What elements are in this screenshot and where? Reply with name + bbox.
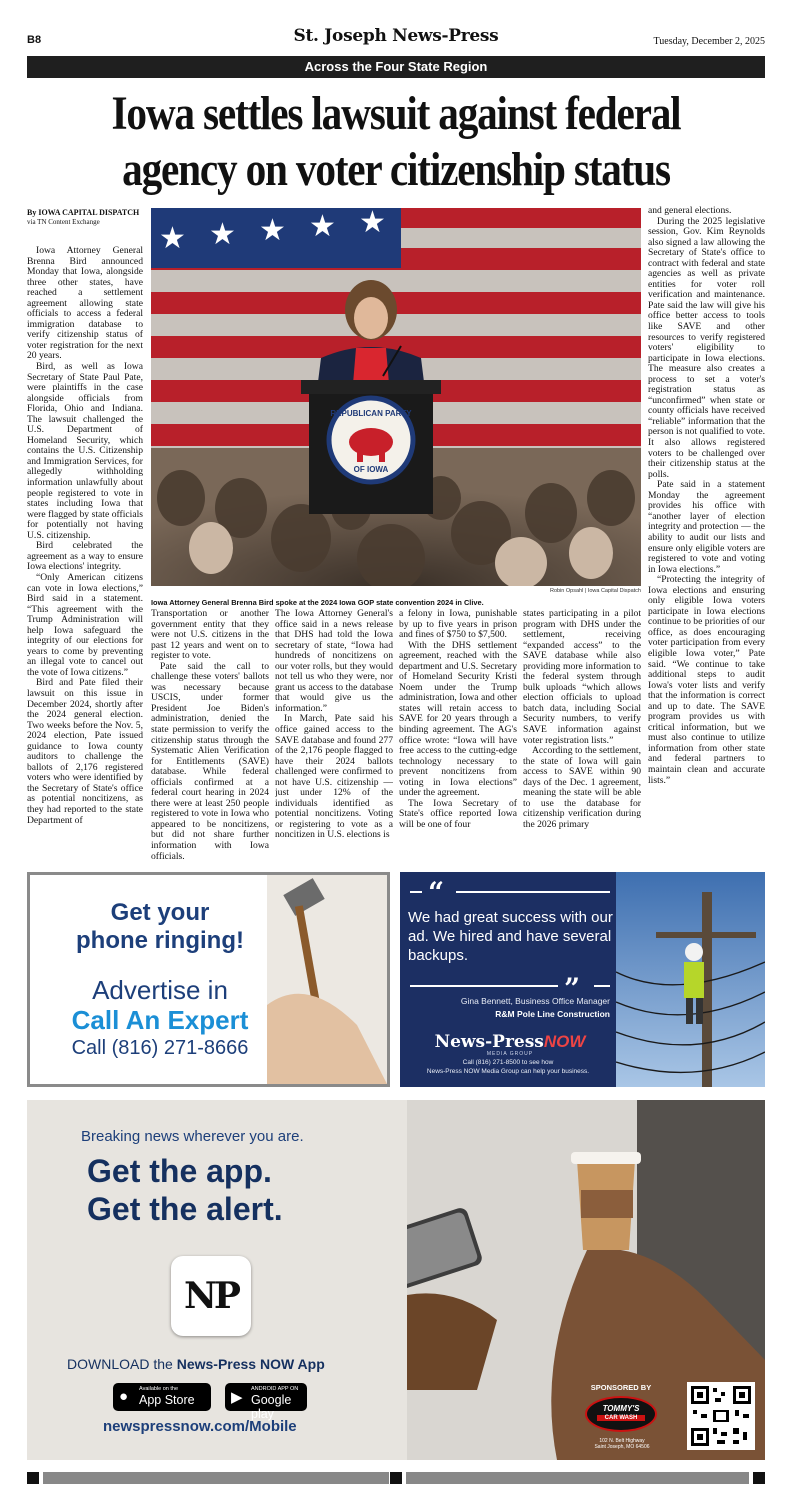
sponsored-by-label: SPONSORED BY — [590, 1383, 652, 1392]
svg-text:★: ★ — [159, 221, 186, 256]
article-paragraph: Bird and Pate filed their lawsuit on this issue in December 2024, shortly after the 2024 general election. Two weeks before the Nov. 5, 2024 election, Pate issued guidance to Iowa county auditors to challenge the ballots of 2,176 registered voters who were identified by the Secretary of State's office as potential noncitizens, as they had reported to the state Department of — [27, 677, 143, 826]
download-prefix: DOWNLOAD the — [67, 1356, 177, 1372]
article-column-6 — [648, 206, 765, 866]
article-paragraph: Transportation or another government entity that they were not U.S. citizens in the past 12 years and went on to register to vote. — [151, 609, 269, 662]
app-store-small: Available on the — [139, 1386, 179, 1392]
tommys-car-wash-logo — [585, 1396, 657, 1432]
article-paragraph: In March, Pate said his office gained access to the SAVE database and found 277 of the 2,176 people flagged to have their 2024 ballots challenged were confirmed to not have U.S. citizenship — just under 12% of the individuals identified as potential noncitizens. Voting or registering to vote as a noncitizen in U.S. elections is — [275, 713, 393, 841]
footer-bar-left — [43, 1472, 389, 1484]
article-column-2 — [151, 609, 269, 865]
article-column-3 — [275, 609, 393, 865]
download-app-name: News-Press NOW App — [176, 1356, 325, 1372]
svg-text:★: ★ — [359, 208, 386, 240]
call-line-2: News-Press NOW Media Group can help your business. — [426, 1068, 590, 1075]
ad-call-an-expert[interactable] — [27, 872, 390, 1087]
convention-speaker-illustration — [151, 208, 641, 586]
article-paragraph: Bird celebrated the agreement as a way to ensure Iowa elections' integrity. — [27, 540, 143, 573]
sponsor-address-1: 102 N. Belt Highway — [599, 1438, 645, 1444]
google-play-big: Google play — [251, 1393, 292, 1421]
article-paragraph: The Iowa Secretary of State's office reported Iowa will be one of four — [399, 797, 517, 830]
headline-line-1: Iowa settles lawsuit against federal — [111, 87, 681, 140]
call-line-1: Call (816) 271-8500 to see how — [462, 1059, 554, 1066]
ad1-line-3: Advertise in — [92, 975, 228, 1005]
app-store-button[interactable] — [113, 1383, 211, 1411]
footer-bar-right — [406, 1472, 749, 1484]
ad-testimonial[interactable] — [400, 872, 765, 1087]
np-app-icon[interactable] — [171, 1256, 251, 1336]
sponsor-sub: CAR WASH — [597, 1415, 645, 1421]
svg-text:★: ★ — [309, 209, 336, 244]
lineman-photo — [616, 872, 765, 1087]
testimonial-person: Gina Bennett, Business Office Manager — [460, 996, 610, 1006]
article-paragraph: “Protecting the integrity of Iowa elections and ensuring only eligible Iowa voters participate in Iowa elections continue to be priorities of our office, as does encouraging voter participation from every eligible Iowa voter,” Pate said. “We continue to take additional steps to audit Iowa's voter lists and verify that the information is correct and up to date. The SAVE program provides us with critical information, but we must also continue to utilize information from other state and federal partners to maintain clean and accurate lists.” — [648, 574, 765, 786]
testimonial-company: R&M Pole Line Construction — [495, 1009, 610, 1019]
photo-caption: Iowa Attorney General Brenna Bird spoke at the 2024 Iowa GOP state convention 2024 in Clive. — [151, 598, 484, 607]
article-paragraph: With the DHS settlement agreement, reached with the department and U.S. Secretary of Homeland Security Kristi Noem under the Trump administration, Iowa and other states will retain access to SAVE for 20 years through a binding agreement. The AG's office wrote: “Iowa will have free access to the cutting-edge technology necessary to prevent noncitizens from voting in Iowa elections” under the agreement. — [399, 639, 517, 799]
article-paragraph: Pate said the call to challenge these voters' ballots was necessary because USCIS, under former President Joe Biden's administration, denied the state permission to verify the citizenship status through the Systematic Alien Verification for Entitlements (SAVE) database. While federal officials confirmed at a federal court hearing in 2024 there were at least 250 people registered to vote in Iowa who appeared to be noncitizens, but did not share further information with Iowa officials. — [151, 660, 269, 862]
app-headline — [87, 1152, 283, 1228]
news-press-now-logo — [410, 1032, 610, 1052]
byline — [27, 208, 147, 227]
page-header — [27, 26, 765, 52]
app-store-big: App Store — [139, 1393, 195, 1407]
app-url-link[interactable]: newspressnow.com/Mobile — [103, 1418, 297, 1435]
photo-credit: Robin Opsahl | Iowa Capital Dispatch — [549, 588, 641, 594]
google-play-small: ANDROID APP ON — [251, 1386, 299, 1392]
ad-get-the-app[interactable] — [27, 1100, 765, 1460]
article-paragraph: According to the settlement, the state of Iowa will gain access to SAVE within 90 days of the Dec. 1 agreement, meaning the state will be able to use the database for citizenship verification during the 2026 primary — [523, 745, 641, 830]
issue-date: Tuesday, December 2, 2025 — [653, 36, 765, 47]
article-paragraph: and general elections. — [648, 206, 732, 216]
byline-via: via TN Content Exchange — [27, 217, 100, 226]
ad1-line-1: Get your — [110, 899, 210, 926]
ad1-phone[interactable]: Call (816) 271-8666 — [71, 1037, 249, 1059]
article-paragraph: Bird, as well as Iowa Secretary of State Paul Pate, were plaintiffs in the case alongside officials from Florida, Ohio and Indiana. The lawsuit challenged the U.S. Department of Homeland Security, which contains the U.S. Citizenship and Immigration Services, for allegedly withholding information unlawfully about people registered to vote in states including Iowa that were flagged by state officials for potentially not having U.S. citizenship. — [27, 361, 143, 541]
download-line — [67, 1356, 325, 1372]
np-icon-text: NP — [184, 1275, 238, 1317]
svg-text:★: ★ — [209, 217, 236, 252]
apple-icon: ● — [119, 1388, 129, 1405]
ad1-line-2: phone ringing! — [76, 927, 244, 954]
headline-line-2: agency on voter citizenship status — [122, 143, 670, 196]
article-column-4 — [399, 609, 517, 865]
qr-code-icon — [687, 1382, 755, 1450]
sponsor-address — [577, 1438, 667, 1450]
google-play-icon: ▶ — [231, 1389, 243, 1406]
masthead: St. Joseph News-Press — [293, 26, 499, 46]
svg-text:“: “ — [428, 876, 445, 909]
byline-author: By IOWA CAPITAL DISPATCH — [27, 208, 140, 217]
app-kicker: Breaking news wherever you are. — [81, 1128, 304, 1145]
podium — [301, 380, 441, 514]
sponsor-address-2: Saint Joseph, MO 64506 — [594, 1444, 650, 1450]
logo-now-text: NOW — [543, 1032, 586, 1051]
logo-main-text: News-Press — [434, 1032, 544, 1052]
article-column-5 — [523, 609, 641, 865]
app-headline-2: Get the alert. — [87, 1191, 283, 1227]
footer-square-mid — [390, 1472, 402, 1484]
article-paragraph: Pate said in a statement Monday the agreement provides his office with “another layer of election integrity and protection — the ability to audit our lists and ensure only eligible voters are registered to vote and voting in Iowa elections.” — [648, 479, 765, 575]
article-column-1 — [27, 246, 143, 866]
article-paragraph: a felony in Iowa, punishable by up to five years in prison and fines of $750 to $7,500. — [399, 609, 517, 641]
svg-text:”: ” — [564, 972, 581, 1005]
footer-square-left — [27, 1472, 39, 1484]
podium-seal-top-text: REPUBLICAN PARTY — [330, 409, 412, 418]
article-paragraph: states participating in a pilot program with DHS under the settlement, receiving “expanded access” to the SAVE database while also providing more information to the federal system through bulk uploads “which allows election officials to upload batch data, including Social Security numbers, to verify SAVE information against voter registration lists.” — [523, 609, 641, 746]
ad1-headline — [40, 899, 280, 955]
svg-text:★: ★ — [259, 213, 286, 248]
qr-code[interactable] — [687, 1382, 755, 1450]
podium-seal-bottom-text: OF IOWA — [353, 465, 389, 474]
google-play-button[interactable] — [225, 1383, 307, 1421]
page-number: B8 — [27, 34, 42, 46]
article-paragraph: The Iowa Attorney General's office said in a news release that DHS had told the Iowa secretary of state, “Iowa had hundreds of noncitizens on our voter rolls, but they would not tell us who they were, nor grant us access to the database that would give us the information.” — [275, 609, 393, 714]
article-paragraph: Iowa Attorney General Brenna Bird announced Monday that Iowa, alongside three other states, have reached a settlement agreement allowing state officials to access a federal immigration database to verify citizenship status of voter registration for the next 20 years. — [27, 246, 143, 362]
headline — [79, 86, 714, 198]
logo-media-group: MEDIA GROUP — [486, 1051, 534, 1057]
sponsor-name: TOMMY'S — [602, 1404, 640, 1413]
ad1-line-4: Call An Expert — [71, 1005, 249, 1035]
testimonial-quote: We had great success with our ad. We hired and have several backups. — [408, 909, 613, 964]
app-headline-1: Get the app. — [87, 1153, 272, 1189]
section-banner: Across the Four State Region — [27, 56, 765, 78]
article-paragraph: During the 2025 legislative session, Gov. Kim Reynolds also signed a law allowing the Secretary of State's office to contract with federal and state agencies as well as private entities for voter roll verification and maintenance. Pate said the law will give his office better access to tools like SAVE and other resources to verify registered voters' eligibility to participate in Iowa elections. The measure also creates a process to set a voter's registration status as “unconfirmed” when state or county officials have received “reliable” information that the person is not qualified to vote. It also allows registered voters to be challenged over their citizenship status at the polls. — [648, 215, 765, 480]
footer-square-right — [753, 1472, 765, 1484]
hammer-hand-illustration — [267, 875, 387, 1084]
article-photo — [151, 208, 641, 586]
article-paragraph: “Only American citizens can vote in Iowa elections,” Bird said in a statement. “This agreement with the Trump Administration will help Iowa safeguard the integrity of our elections for years to come by preventing an illegal vote to cancel out the vote of Iowa citizens.” — [27, 571, 143, 678]
testimonial-call — [400, 1058, 616, 1076]
